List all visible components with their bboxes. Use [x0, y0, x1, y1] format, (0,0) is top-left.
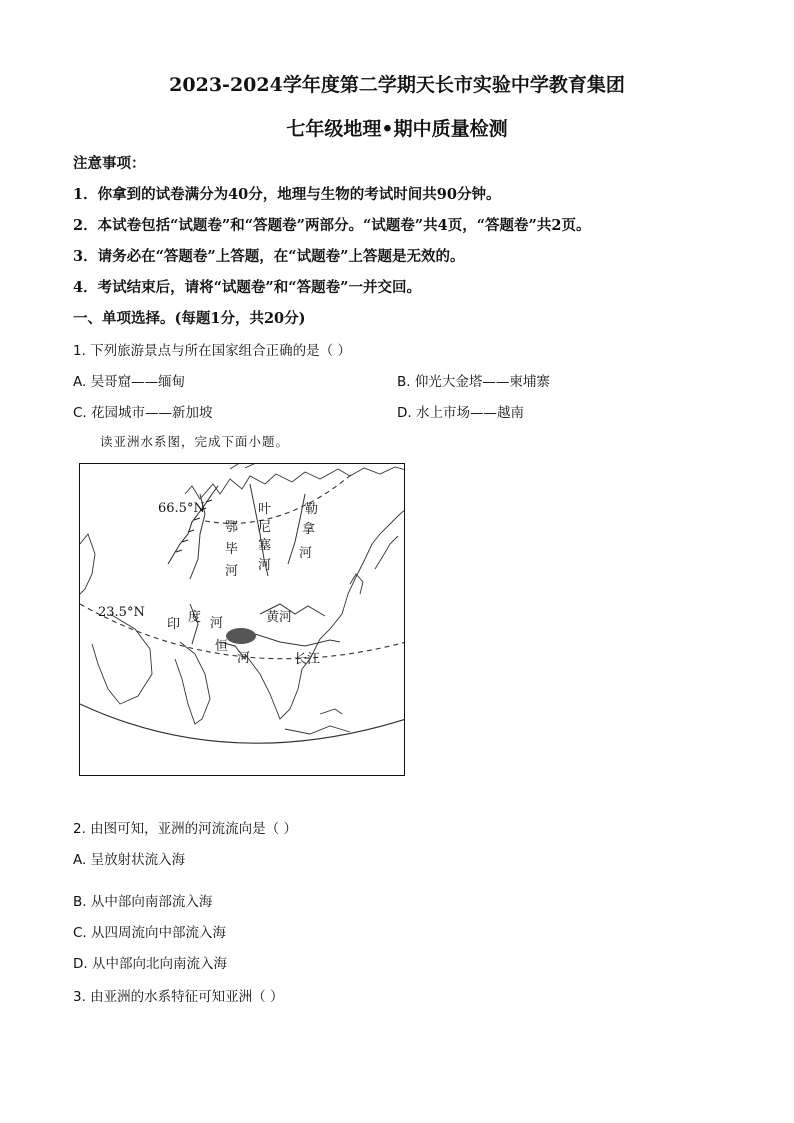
yenisei-char-2: 尼: [258, 520, 272, 535]
ob-arrows: [168, 486, 218, 564]
tropic-label: 23.5°N: [98, 605, 145, 620]
question-3-stem: 3. 由亚洲的水系特征可知亚洲（ ）: [73, 989, 284, 1005]
notice-heading: 注意事项：: [73, 155, 146, 172]
map-drawing: [80, 464, 405, 776]
q1-option-b: B. 仰光大金塔——柬埔寨: [397, 374, 550, 390]
coastline-japan: [375, 536, 398, 569]
notice-item: 1．你拿到的试卷满分为40分，地理与生物的考试时间共90分钟。: [73, 186, 501, 203]
plateau-ellipse: [226, 628, 256, 644]
notice-item: 2．本试卷包括“试题卷”和“答题卷”两部分。“试题卷”共4页，“答题卷”共2页。: [73, 217, 591, 234]
q2-option-c: C. 从四周流向中部流入海: [73, 925, 227, 941]
arctic-circle-label: 66.5°N: [158, 501, 205, 516]
notice-item: 3．请务必在“答题卷”上答题，在“试题卷”上答题是无效的。: [73, 248, 465, 265]
yellow-river-label: 黄河: [266, 610, 293, 625]
ob-char-3: 河: [225, 564, 239, 579]
question-1-stem: 1. 下列旅游景点与所在国家组合正确的是（ ）: [73, 343, 351, 359]
question-2-stem: 2. 由图可知，亚洲的河流流向是（ ）: [73, 821, 297, 837]
ganges-char-1: 恒: [215, 639, 229, 654]
q2-option-a: A. 呈放射状流入海: [73, 852, 186, 868]
yenisei-char-4: 河: [258, 558, 272, 573]
asia-river-map: [79, 463, 405, 776]
page-title: 2023-2024学年度第二学期天长市实验中学教育集团: [169, 74, 625, 96]
page-subtitle: 七年级地理•期中质量检测: [286, 118, 508, 140]
indus-char-1: 印: [167, 617, 181, 632]
lena-char-1: 勒: [305, 502, 319, 517]
coastline-west: [80, 534, 95, 594]
map-intro: 读亚洲水系图，完成下面小题。: [100, 434, 290, 449]
coastline-novaya: [230, 464, 258, 469]
coastline-arabia: [92, 614, 152, 704]
yangtze-river-label: 长江: [294, 652, 321, 667]
q1-option-c: C. 花园城市——新加坡: [73, 405, 213, 421]
q1-option-d: D. 水上市场——越南: [397, 405, 524, 421]
q1-option-a: A. 吴哥窟——缅甸: [73, 374, 186, 390]
q2-option-b: B. 从中部向南部流入海: [73, 894, 213, 910]
yangtze-river: [255, 634, 340, 646]
lena-char-3: 河: [299, 546, 313, 561]
globe-arc: [80, 704, 405, 743]
notice-item: 4．考试结束后，请将“试题卷”和“答题卷”一并交回。: [73, 279, 421, 296]
lena-char-2: 拿: [302, 522, 316, 537]
indus-char-3: 河: [210, 616, 224, 631]
arctic-circle-line: [205, 474, 352, 523]
section-heading: 一、单项选择。(每题1分，共20分): [73, 310, 306, 327]
q2-option-d: D. 从中部向北向南流入海: [73, 956, 227, 972]
yenisei-char-1: 叶: [258, 502, 272, 517]
coastline-north: [185, 467, 405, 499]
indus-char-2: 度: [188, 610, 202, 625]
coastline-indonesia: [285, 709, 350, 734]
ob-char-1: 鄂: [225, 520, 239, 535]
coastline-india: [175, 642, 210, 724]
ob-char-2: 毕: [225, 542, 239, 557]
yenisei-char-3: 塞: [258, 538, 272, 553]
ganges-char-2: 河: [237, 651, 251, 666]
